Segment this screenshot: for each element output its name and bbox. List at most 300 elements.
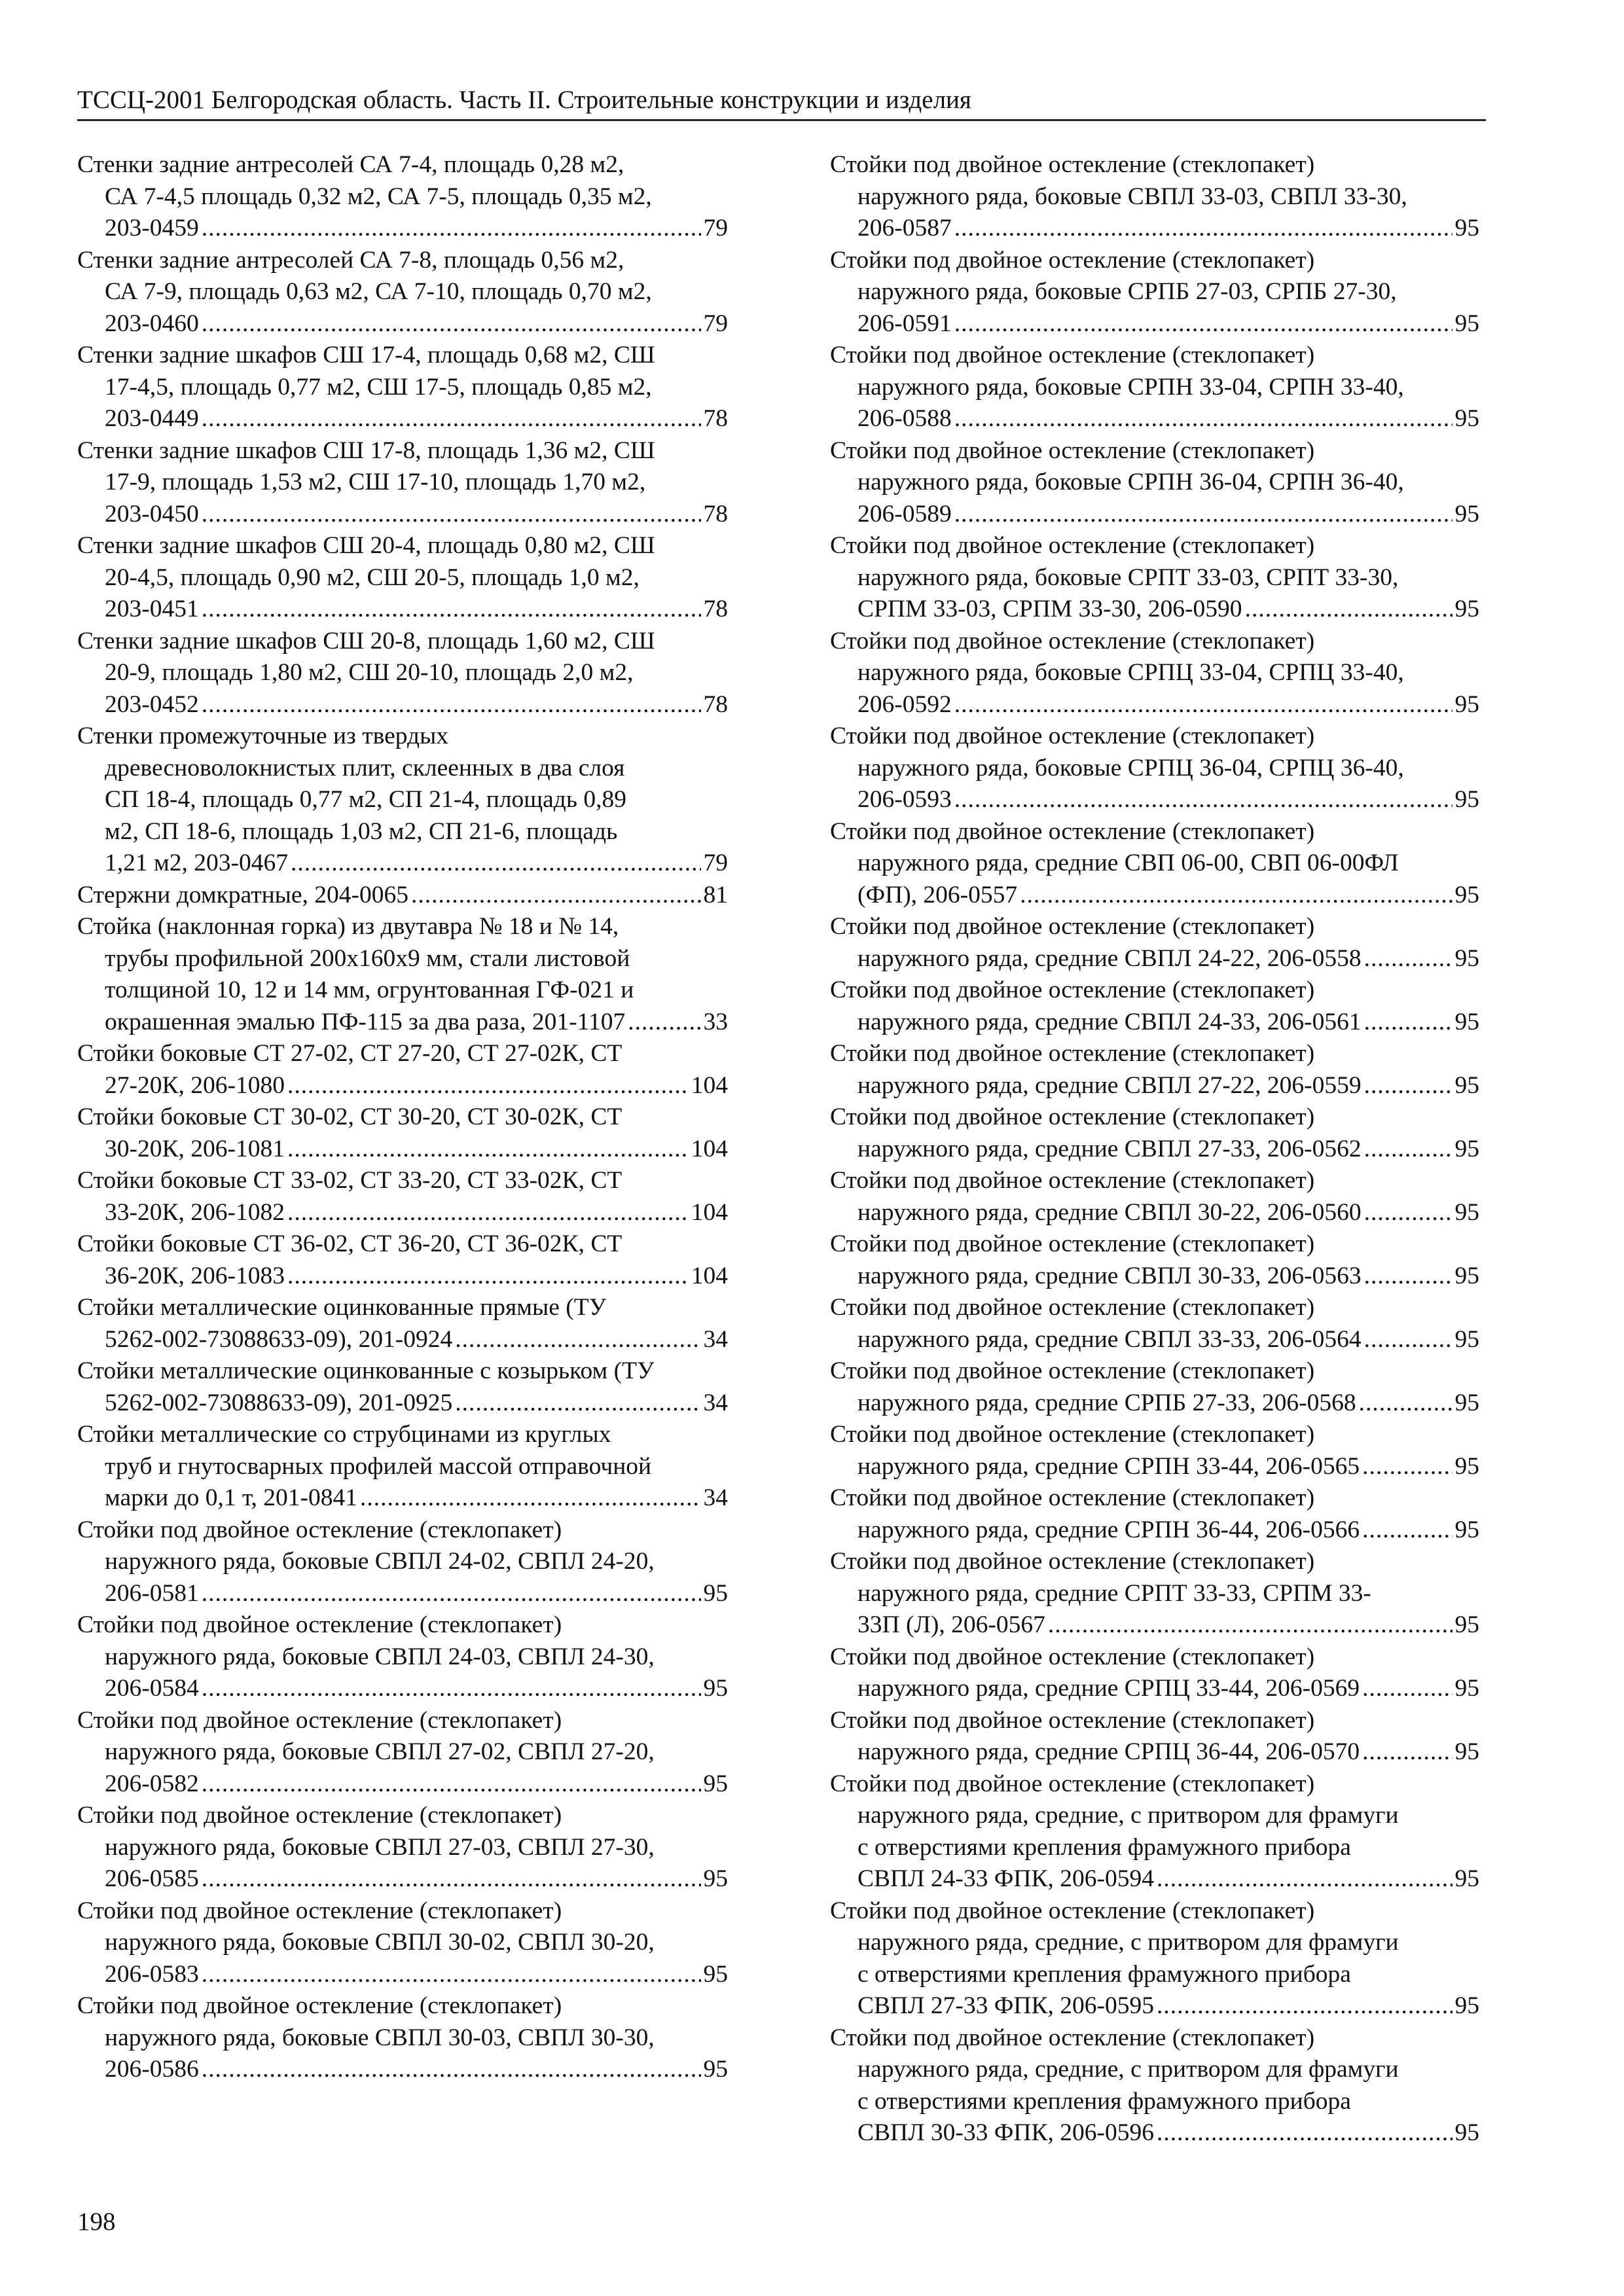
- index-column-left: [77, 149, 728, 2086]
- index-entry-line: наружного ряда, боковые СРПЦ 36-04, СРПЦ 36-40,: [857, 754, 1404, 781]
- index-entry-last-line: [77, 1197, 728, 1229]
- dot-leader: [954, 403, 1453, 435]
- index-entry-line: наружного ряда, боковые СВПЛ 27-02, СВПЛ 27-20,: [105, 1738, 655, 1765]
- index-entry-line: Стойки под двойное остекление (стеклопакет): [77, 1516, 562, 1543]
- index-entry-page: 95: [703, 1960, 728, 1988]
- index-entry-text: 206-0584: [105, 1675, 199, 1702]
- index-entry-text: наружного ряда, средние СРПЦ 33-44, 206-0569: [857, 1675, 1360, 1702]
- dot-leader: [1362, 1515, 1452, 1547]
- index-entry-line: Стойки под двойное остекление (стеклопакет): [830, 1103, 1315, 1130]
- index-entry-last-line: [77, 1007, 728, 1039]
- dot-leader: [202, 1863, 701, 1895]
- index-entry-last-line: [77, 403, 728, 435]
- index-entry-last-line: [830, 1673, 1479, 1705]
- index-entry-text: СВПЛ 27-33 ФПК, 206-0595: [857, 1992, 1154, 2019]
- index-entry-line: Стойки под двойное остекление (стеклопакет): [77, 1611, 562, 1638]
- index-entry-last-line: [830, 1736, 1479, 1768]
- index-entry-last-line: [77, 1863, 728, 1895]
- index-entry: [77, 245, 728, 340]
- index-entry-last-line: [77, 689, 728, 721]
- index-entry-line: Стойки под двойное остекление (стеклопакет): [830, 246, 1315, 274]
- index-entry-text: 5262-002-73088633-09), 201-0925: [105, 1389, 453, 1416]
- index-entry-text: 203-0449: [105, 405, 199, 432]
- index-entry-text: наружного ряда, средние СРПН 36-44, 206-0566: [857, 1516, 1360, 1543]
- index-entry-text: 206-0593: [857, 786, 952, 813]
- index-entry-page: 104: [691, 1262, 728, 1289]
- index-entry-last-line: [830, 1609, 1479, 1641]
- index-entry-line: трубы профильной 200х160х9 мм, стали листовой: [105, 944, 630, 972]
- index-entry: [830, 1165, 1479, 1229]
- dot-leader: [954, 784, 1453, 816]
- index-entry-page: 95: [1454, 1992, 1479, 2019]
- index-entry-line: толщиной 10, 12 и 14 мм, огрунтованная ГФ-021 и: [105, 977, 634, 1003]
- index-entry-line: Стойки под двойное остекление (стеклопакет): [830, 1548, 1315, 1575]
- dot-leader: [1362, 1736, 1452, 1768]
- index-entry-line: наружного ряда, боковые СВПЛ 33-03, СВПЛ 33-30,: [857, 183, 1407, 210]
- index-entry-last-line: [77, 1578, 728, 1610]
- index-entry: [77, 1419, 728, 1515]
- index-entry-last-line: [77, 880, 728, 912]
- index-entry-text: 206-0588: [857, 405, 952, 432]
- index-entry-page: 95: [1454, 1516, 1479, 1543]
- index-entry: [830, 1229, 1479, 1292]
- index-entry-line: наружного ряда, средние СВП 06-00, СВП 06-00ФЛ: [857, 850, 1399, 876]
- index-entry-page: 34: [703, 1325, 728, 1353]
- index-entry-text: наружного ряда, средние СРПН 33-44, 206-0565: [857, 1452, 1360, 1480]
- dot-leader: [455, 1324, 700, 1356]
- index-entry: [77, 626, 728, 721]
- dot-leader: [287, 1261, 689, 1293]
- index-entry: [830, 1641, 1479, 1705]
- index-entry-line: с отверстиями крепления фрамужного прибора: [857, 2087, 1351, 2115]
- index-entry-last-line: [830, 689, 1479, 721]
- index-entry: [830, 816, 1479, 912]
- index-entry-line: Стойки под двойное остекление (стеклопакет): [830, 1770, 1315, 1797]
- index-entry: [77, 340, 728, 435]
- index-entry-last-line: [830, 880, 1479, 912]
- dot-leader: [1048, 1609, 1453, 1641]
- index-entry-page: 104: [691, 1071, 728, 1099]
- dot-leader: [202, 2054, 701, 2086]
- dot-leader: [202, 499, 701, 531]
- dot-leader: [1364, 1070, 1453, 1102]
- index-entry-last-line: [830, 1324, 1479, 1356]
- index-entry-last-line: [830, 1451, 1479, 1483]
- index-entry-line: Стойки под двойное остекление (стеклопакет): [830, 342, 1315, 368]
- dot-leader: [202, 1578, 701, 1610]
- index-entry: [77, 1292, 728, 1355]
- index-entry-line: Стенки задние шкафов СШ 20-8, площадь 1,60 м2, СШ: [77, 627, 655, 655]
- index-entry-last-line: [830, 1197, 1479, 1229]
- index-entry-text: 206-0589: [857, 500, 952, 528]
- index-entry-line: Стенки задние антресолей СА 7-4, площадь 0,28 м2,: [77, 151, 624, 178]
- index-entry-line: наружного ряда, средние, с притвором для фрамуги: [857, 2056, 1399, 2083]
- index-entry: [77, 530, 728, 626]
- index-entry-page: 95: [703, 1865, 728, 1892]
- index-entry-page: 95: [703, 1770, 728, 1797]
- index-entry-text: наружного ряда, средние СВПЛ 30-22, 206-0560: [857, 1198, 1362, 1226]
- index-entry-text: 33-20К, 206-1082: [105, 1198, 285, 1226]
- index-entry: [77, 1705, 728, 1801]
- index-entry-page: 79: [703, 850, 728, 876]
- index-entry-last-line: [77, 2054, 728, 2086]
- index-entry: [77, 880, 728, 912]
- index-entry: [77, 1990, 728, 2086]
- index-entry: [77, 1800, 728, 1895]
- index-entry: [830, 1895, 1479, 2022]
- dot-leader: [1020, 880, 1452, 912]
- index-entry-text: 206-0586: [105, 2056, 199, 2083]
- dot-leader: [287, 1197, 689, 1229]
- index-entry-line: Стойки под двойное остекление (стеклопакет): [77, 1802, 562, 1829]
- index-entry: [830, 1705, 1479, 1768]
- index-entry-page: 95: [1454, 1389, 1479, 1416]
- index-entry-line: 20-4,5, площадь 0,90 м2, СШ 20-5, площадь 1,0 м2,: [105, 564, 640, 591]
- index-entry: [77, 911, 728, 1038]
- dot-leader: [287, 1134, 689, 1166]
- dot-leader: [954, 308, 1453, 340]
- index-entry-last-line: [830, 943, 1479, 975]
- dot-leader: [1157, 1990, 1453, 2022]
- index-entry-text: марки до 0,1 т, 201-0841: [105, 1484, 358, 1511]
- index-entry-last-line: [77, 1482, 728, 1515]
- index-entry-line: Стойки под двойное остекление (стеклопакет): [830, 151, 1315, 178]
- index-entry-line: 17-4,5, площадь 0,77 м2, СШ 17-5, площадь 0,85 м2,: [105, 373, 652, 401]
- index-entry-line: Стойки металлические оцинкованные с козырьком (ТУ: [77, 1357, 655, 1384]
- index-entry-last-line: [830, 2117, 1479, 2149]
- index-entry-line: 20-9, площадь 1,80 м2, СШ 20-10, площадь 2,0 м2,: [105, 659, 634, 686]
- index-entry-line: Стойки под двойное остекление (стеклопакет): [830, 627, 1315, 655]
- index-entry-text: наружного ряда, средние СВПЛ 33-33, 206-0564: [857, 1325, 1362, 1353]
- index-entry-page: 104: [691, 1198, 728, 1226]
- index-entry-page: 95: [1454, 1865, 1479, 1892]
- index-entry-page: 95: [1454, 944, 1479, 972]
- index-entry-page: 95: [1454, 2119, 1479, 2146]
- index-entry-text: 5262-002-73088633-09), 201-0924: [105, 1325, 453, 1353]
- index-entry-page: 95: [1454, 1198, 1479, 1226]
- index-entry-text: СВПЛ 30-33 ФПК, 206-0596: [857, 2119, 1154, 2146]
- dot-leader: [1364, 1197, 1453, 1229]
- index-entry-line: наружного ряда, средние, с притвором для фрамуги: [857, 1929, 1399, 1956]
- index-entry-page: 78: [703, 500, 728, 528]
- index-entry-page: 95: [1454, 691, 1479, 718]
- index-entry-last-line: [830, 499, 1479, 531]
- index-entry-line: труб и гнутосварных профилей массой отправочной: [105, 1452, 652, 1480]
- index-entry: [830, 721, 1479, 816]
- index-entry: [830, 2022, 1479, 2149]
- index-column-right: [830, 149, 1479, 2149]
- index-entry: [77, 1229, 728, 1292]
- index-entry-page: 34: [703, 1389, 728, 1416]
- dot-leader: [1364, 943, 1453, 975]
- page-number: 198: [77, 2208, 116, 2236]
- index-entry-last-line: [830, 1863, 1479, 1895]
- dot-leader: [291, 848, 701, 880]
- index-entry: [830, 1292, 1479, 1355]
- index-entry-page: 95: [1454, 1135, 1479, 1162]
- index-entry: [830, 911, 1479, 975]
- index-entry-line: Стойки под двойное остекление (стеклопакет): [830, 1357, 1315, 1384]
- index-entry: [830, 149, 1479, 245]
- index-entry-last-line: [830, 784, 1479, 816]
- index-entry-page: 95: [1454, 500, 1479, 528]
- dot-leader: [1359, 1388, 1453, 1420]
- index-entry: [77, 721, 728, 880]
- index-entry-page: 95: [703, 2056, 728, 2083]
- index-entry-line: Стойки под двойное остекление (стеклопакет): [830, 2024, 1315, 2051]
- index-entry-text: 203-0450: [105, 500, 199, 528]
- index-entry-text: наружного ряда, средние СВПЛ 27-33, 206-0562: [857, 1135, 1362, 1162]
- index-entry-text: 206-0582: [105, 1770, 199, 1797]
- index-entry-last-line: [77, 1959, 728, 1991]
- index-entry-text: (ФП), 206-0557: [857, 881, 1018, 908]
- index-entry-line: Стойки под двойное остекление (стеклопакет): [830, 532, 1315, 559]
- index-entry-page: 104: [691, 1135, 728, 1162]
- index-entry-line: Стойки под двойное остекление (стеклопакет): [830, 913, 1315, 940]
- index-entry-line: наружного ряда, боковые СВПЛ 30-02, СВПЛ 30-20,: [105, 1929, 655, 1956]
- index-entry-page: 95: [1454, 1071, 1479, 1099]
- index-entry: [830, 1419, 1479, 1482]
- index-entry-page: 95: [1454, 1008, 1479, 1035]
- dot-leader: [954, 689, 1453, 721]
- dot-leader: [287, 1070, 689, 1102]
- dot-leader: [202, 403, 701, 435]
- index-entry-line: Стойки под двойное остекление (стеклопакет): [830, 723, 1315, 749]
- index-entry-last-line: [830, 308, 1479, 340]
- index-entry-page: 79: [703, 310, 728, 337]
- index-entry: [830, 1768, 1479, 1895]
- index-entry-line: Стойки под двойное остекление (стеклопакет): [77, 1897, 562, 1924]
- index-entry-text: СРПМ 33-03, СРПМ 33-30, 206-0590: [857, 596, 1242, 622]
- index-entry: [830, 1355, 1479, 1419]
- index-entry: [77, 1102, 728, 1165]
- index-entry-line: Стойки под двойное остекление (стеклопакет): [830, 1167, 1315, 1194]
- index-entry: [830, 1482, 1479, 1546]
- index-entry-line: наружного ряда, боковые СРПН 33-04, СРПН 33-40,: [857, 373, 1404, 401]
- dot-leader: [202, 1673, 701, 1705]
- index-entry-page: 95: [1454, 405, 1479, 432]
- index-entry-text: наружного ряда, средние СВПЛ 30-33, 206-0563: [857, 1262, 1362, 1289]
- index-entry-line: 17-9, площадь 1,53 м2, СШ 17-10, площадь 1,70 м2,: [105, 469, 646, 495]
- dot-leader: [202, 1959, 701, 1991]
- index-entry-text: СВПЛ 24-33 ФПК, 206-0594: [857, 1865, 1154, 1892]
- index-entry: [830, 975, 1479, 1038]
- index-entry: [830, 435, 1479, 531]
- index-entry-text: 206-0592: [857, 691, 952, 718]
- index-entry-line: с отверстиями крепления фрамужного прибора: [857, 1960, 1351, 1988]
- index-entry-last-line: [830, 594, 1479, 626]
- index-entry: [77, 149, 728, 245]
- index-entry-page: 78: [703, 405, 728, 432]
- index-entry-last-line: [77, 848, 728, 880]
- index-entry-text: 27-20К, 206-1080: [105, 1071, 285, 1099]
- index-entry-last-line: [830, 213, 1479, 245]
- index-entry-line: м2, СП 18-6, площадь 1,03 м2, СП 21-6, площадь: [105, 817, 618, 845]
- index-entry-line: наружного ряда, средние СРПТ 33-33, СРПМ 33-: [857, 1579, 1371, 1607]
- index-entry-line: Стойки под двойное остекление (стеклопакет): [830, 1040, 1315, 1067]
- index-entry-text: наружного ряда, средние СРПБ 27-33, 206-0568: [857, 1389, 1356, 1416]
- index-entry-last-line: [77, 594, 728, 626]
- index-entry-line: наружного ряда, боковые СРПТ 33-03, СРПТ 33-30,: [857, 564, 1399, 591]
- dot-leader: [954, 213, 1453, 245]
- index-entry-page: 34: [703, 1484, 728, 1511]
- index-entry-line: Стойки боковые СТ 27-02, СТ 27-20, СТ 27-02К, СТ: [77, 1040, 623, 1067]
- index-entry-text: 203-0451: [105, 596, 199, 622]
- index-entry-page: 95: [1454, 215, 1479, 242]
- index-entry-page: 95: [1454, 1611, 1479, 1638]
- index-entry: [830, 1102, 1479, 1165]
- index-entry: [830, 626, 1479, 721]
- index-entry-line: наружного ряда, боковые СВПЛ 24-02, СВПЛ 24-20,: [105, 1548, 655, 1575]
- index-entry-line: наружного ряда, средние, с притвором для фрамуги: [857, 1802, 1399, 1829]
- index-entry-text: 203-0460: [105, 310, 199, 337]
- index-entry-page: 78: [703, 691, 728, 718]
- index-entry: [77, 1895, 728, 1991]
- index-entry-line: Стойки боковые СТ 36-02, СТ 36-20, СТ 36-02К, СТ: [77, 1230, 623, 1257]
- index-entry-page: 95: [703, 1675, 728, 1702]
- index-entry-page: 95: [1454, 1675, 1479, 1702]
- index-entry-line: Стойки под двойное остекление (стеклопакет): [830, 1484, 1315, 1511]
- index-entry-line: Стенки промежуточные из твердых: [77, 723, 449, 749]
- dot-leader: [628, 1007, 700, 1039]
- index-entry-last-line: [77, 1261, 728, 1293]
- index-entry-last-line: [830, 1990, 1479, 2022]
- index-entry-line: Стойки металлические со струбцинами из круглых: [77, 1421, 611, 1448]
- index-entry-line: Стенки задние шкафов СШ 17-8, площадь 1,36 м2, СШ: [77, 437, 655, 464]
- index-entry-text: 30-20К, 206-1081: [105, 1135, 285, 1162]
- index-entry: [77, 1165, 728, 1229]
- index-entry-line: Стойки под двойное остекление (стеклопакет): [830, 1421, 1315, 1448]
- index-entry-line: СП 18-4, площадь 0,77 м2, СП 21-4, площадь 0,89: [105, 786, 626, 813]
- index-entry-line: Стойки под двойное остекление (стеклопакет): [830, 977, 1315, 1003]
- index-entry-line: Стойки боковые СТ 30-02, СТ 30-20, СТ 30-02К, СТ: [77, 1103, 623, 1130]
- index-entry-line: Стойки под двойное остекление (стеклопакет): [830, 437, 1315, 464]
- dot-leader: [202, 213, 701, 245]
- index-entry-line: СА 7-4,5 площадь 0,32 м2, СА 7-5, площадь 0,35 м2,: [105, 183, 652, 210]
- index-entry-text: 36-20К, 206-1083: [105, 1262, 285, 1289]
- index-entry: [77, 1038, 728, 1102]
- dot-leader: [202, 308, 701, 340]
- index-entry-page: 79: [703, 215, 728, 242]
- index-entry-line: Стойки под двойное остекление (стеклопакет): [830, 1230, 1315, 1257]
- index-entry-line: Стенки задние шкафов СШ 20-4, площадь 0,80 м2, СШ: [77, 532, 655, 559]
- index-entry: [830, 245, 1479, 340]
- index-entry-page: 95: [1454, 1738, 1479, 1765]
- index-entry-text: 33П (Л), 206-0567: [857, 1611, 1045, 1638]
- dot-leader: [411, 880, 701, 912]
- index-entry-last-line: [830, 403, 1479, 435]
- index-entry-page: 95: [703, 1579, 728, 1607]
- index-entry-page: 78: [703, 596, 728, 622]
- dot-leader: [1245, 594, 1453, 626]
- index-entry-line: наружного ряда, боковые СРПЦ 33-04, СРПЦ 33-40,: [857, 659, 1404, 686]
- index-entry-text: 206-0581: [105, 1579, 199, 1607]
- index-entry-line: Стойки под двойное остекление (стеклопакет): [77, 1992, 562, 2019]
- index-entry: [77, 1355, 728, 1419]
- dot-leader: [1362, 1451, 1452, 1483]
- index-entry-text: 206-0585: [105, 1865, 199, 1892]
- index-entry-line: Стойки под двойное остекление (стеклопакет): [830, 1643, 1315, 1670]
- index-entry-line: наружного ряда, боковые СВПЛ 24-03, СВПЛ 24-30,: [105, 1643, 655, 1670]
- index-entry-line: Стенки задние антресолей СА 7-8, площадь 0,56 м2,: [77, 246, 624, 274]
- index-entry-last-line: [830, 1134, 1479, 1166]
- index-entry-line: Стойки металлические оцинкованные прямые (ТУ: [77, 1294, 607, 1321]
- index-entry: [77, 1609, 728, 1705]
- index-entry-page: 33: [703, 1008, 728, 1035]
- index-entry-page: 95: [1454, 310, 1479, 337]
- index-entry-last-line: [77, 1673, 728, 1705]
- index-entry-text: 203-0452: [105, 691, 199, 718]
- index-entry-last-line: [77, 1388, 728, 1420]
- index-entry-last-line: [77, 1324, 728, 1356]
- dot-leader: [1362, 1673, 1452, 1705]
- index-entry-last-line: [77, 499, 728, 531]
- dot-leader: [1364, 1324, 1453, 1356]
- dot-leader: [1157, 1863, 1453, 1895]
- index-entry: [830, 1546, 1479, 1641]
- dot-leader: [455, 1388, 700, 1420]
- dot-leader: [954, 499, 1453, 531]
- dot-leader: [360, 1482, 700, 1515]
- index-entry-line: древесноволокнистых плит, склеенных в два слоя: [105, 754, 625, 781]
- index-entry-text: 206-0587: [857, 215, 952, 242]
- index-entry-last-line: [830, 1261, 1479, 1293]
- index-entry-line: Стойки под двойное остекление (стеклопакет): [830, 817, 1315, 845]
- index-entry-line: наружного ряда, боковые СВПЛ 27-03, СВПЛ 27-30,: [105, 1833, 655, 1861]
- dot-leader: [1364, 1261, 1453, 1293]
- index-entry-text: наружного ряда, средние СВПЛ 24-22, 206-0558: [857, 944, 1362, 972]
- index-entry-page: 95: [1454, 1325, 1479, 1353]
- index-entry-page: 95: [1454, 786, 1479, 813]
- index-entry: [830, 1038, 1479, 1102]
- index-entry-line: наружного ряда, боковые СРПН 36-04, СРПН 36-40,: [857, 469, 1404, 495]
- index-entry-text: наружного ряда, средние СВПЛ 24-33, 206-0561: [857, 1008, 1362, 1035]
- index-entry-line: Стойка (наклонная горка) из двутавра № 18 и № 14,: [77, 913, 619, 940]
- index-entry-line: с отверстиями крепления фрамужного прибора: [857, 1833, 1351, 1861]
- dot-leader: [202, 689, 701, 721]
- index-entry-line: Стойки под двойное остекление (стеклопакет): [830, 1706, 1315, 1734]
- index-entry: [830, 340, 1479, 435]
- index-entry-page: 95: [1454, 596, 1479, 622]
- dot-leader: [202, 594, 701, 626]
- index-entry-line: СА 7-9, площадь 0,63 м2, СА 7-10, площадь 0,70 м2,: [105, 278, 652, 305]
- index-entry-line: Стойки под двойное остекление (стеклопакет): [830, 1294, 1315, 1321]
- dot-leader: [1364, 1134, 1453, 1166]
- index-entry-last-line: [830, 1070, 1479, 1102]
- index-entry-page: 95: [1454, 881, 1479, 908]
- index-entry-page: 95: [1454, 1262, 1479, 1289]
- index-entry-last-line: [830, 1007, 1479, 1039]
- index-entry-last-line: [77, 1134, 728, 1166]
- index-entry: [830, 530, 1479, 626]
- index-entry-last-line: [830, 1515, 1479, 1547]
- index-entry-text: Стержни домкратные, 204-0065: [77, 881, 408, 908]
- index-entry-page: 95: [1454, 1452, 1479, 1480]
- index-entry-text: наружного ряда, средние СРПЦ 36-44, 206-0570: [857, 1738, 1360, 1765]
- dot-leader: [1157, 2117, 1453, 2149]
- index-entry-last-line: [830, 1388, 1479, 1420]
- index-entry-line: наружного ряда, боковые СВПЛ 30-03, СВПЛ 30-30,: [105, 2024, 655, 2051]
- running-header: ТССЦ-2001 Белгородская область. Часть II. Строительные конструкции и изделия: [77, 84, 1486, 121]
- index-entry-last-line: [77, 308, 728, 340]
- index-entry-text: 206-0591: [857, 310, 952, 337]
- index-entry-text: наружного ряда, средние СВПЛ 27-22, 206-0559: [857, 1071, 1362, 1099]
- index-entry-last-line: [77, 1768, 728, 1801]
- index-entry-line: Стойки под двойное остекление (стеклопакет): [77, 1706, 562, 1734]
- index-entry-last-line: [77, 213, 728, 245]
- index-entry-last-line: [77, 1070, 728, 1102]
- index-entry-line: Стенки задние шкафов СШ 17-4, площадь 0,68 м2, СШ: [77, 342, 655, 368]
